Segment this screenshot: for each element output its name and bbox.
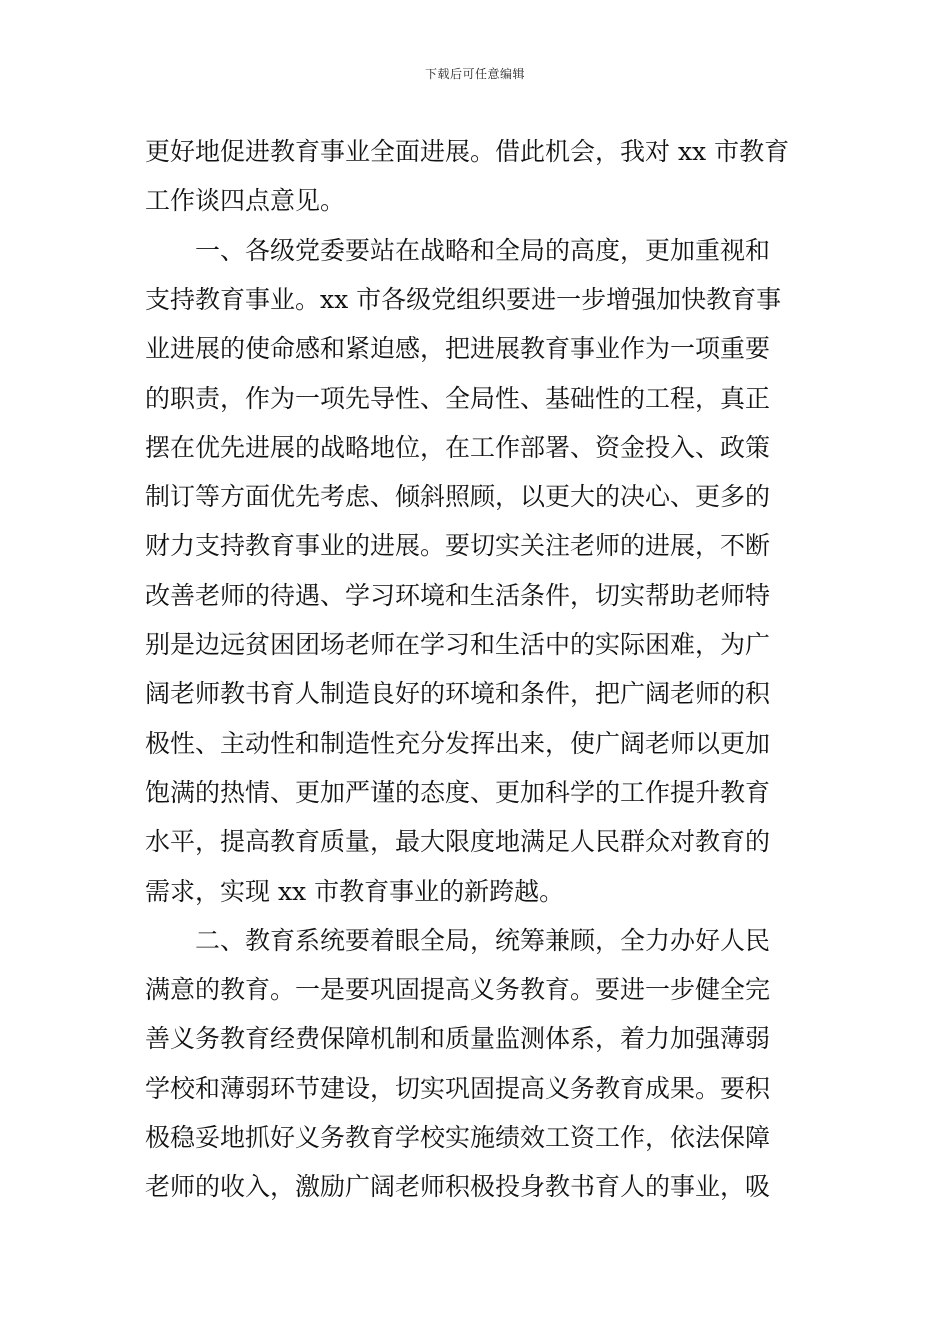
text-line-content: 二、教育系统要着眼全局，统筹兼顾，全力办好人民: [195, 925, 771, 955]
text-line-content: 业进展的使命感和紧迫感，把进展教育事业作为一项重要: [145, 334, 771, 364]
text-line-content: 老师的收入，激励广阔老师积极投身教书育人的事业，吸: [145, 1172, 771, 1202]
text-line-content: 支持教育事业。xx 市各级党组织要进一步增强加快教育事: [145, 284, 782, 314]
text-line-content: 财力支持教育事业的进展。要切实关注老师的进展，不断: [145, 531, 771, 561]
text-line-content: 极性、主动性和制造性充分发挥出来，使广阔老师以更加: [145, 728, 771, 758]
text-line-content: 的职责，作为一项先导性、全局性、基础性的工程，真正: [145, 383, 771, 413]
text-line-content: 制订等方面优先考虑、倾斜照顾，以更大的决心、更多的: [145, 482, 771, 512]
text-line-content: 别是边远贫困团场老师在学习和生活中的实际困难，为广: [145, 630, 771, 659]
text-line-content: 更好地促进教育事业全面进展。借此机会，我对 xx 市教育: [145, 137, 790, 166]
text-line-content: 善义务教育经费保障机制和质量监测体系，着力加强薄弱: [145, 1024, 771, 1054]
text-line-content: 饱满的热情、更加严谨的态度、更加科学的工作提升教育: [145, 777, 771, 807]
text-line-content: 满意的教育。一是要巩固提高义务教育。要进一步健全完: [145, 975, 771, 1005]
text-line-content: 改善老师的待遇、学习环境和生活条件，切实帮助老师特: [145, 580, 771, 610]
text-line-content: 学校和薄弱环节建设，切实巩固提高义务教育成果。要积: [145, 1073, 771, 1103]
text-line-content: 工作谈四点意见。: [145, 186, 346, 216]
text-line-content: 水平，提高教育质量，最大限度地满足人民群众对教育的: [145, 827, 771, 857]
text-line-content: 需求，实现 xx 市教育事业的新跨越。: [145, 876, 565, 906]
page-header: 下载后可任意编辑: [424, 67, 525, 81]
text-line-content: 阔老师教书育人制造良好的环境和条件，把广阔老师的积: [145, 679, 771, 709]
text-line-content: 一、各级党委要站在战略和全局的高度，更加重视和: [195, 235, 771, 265]
text-line-content: 极稳妥地抓好义务教育学校实施绩效工资工作，依法保障: [145, 1123, 771, 1152]
text-line-content: 摆在优先进展的战略地位，在工作部署、资金投入、政策: [145, 432, 771, 462]
